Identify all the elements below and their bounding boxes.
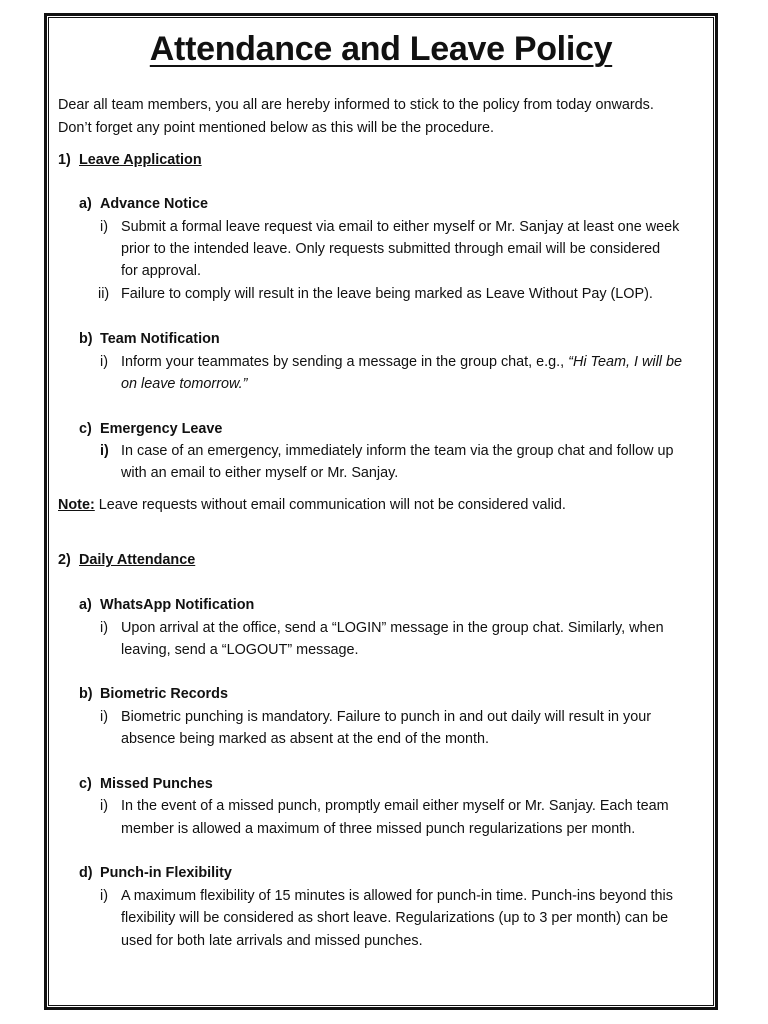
section-2c-i-line-1: In the event of a missed punch, promptly email either myself or Mr. Sanjay. Each team — [121, 798, 669, 814]
section-2d-i-line-1: A maximum flexibility of 15 minutes is allowed for punch-in time. Punch-ins beyond this — [121, 888, 673, 904]
section-2c-i-line-2: member is allowed a maximum of three missed punch regularizations per month. — [121, 821, 636, 837]
section-1b-i-line-1 — [121, 352, 682, 372]
note-text: Leave requests without email communication will not be considered valid. — [94, 497, 566, 513]
section-2d-i-line-3: used for both late arrivals and missed punches. — [121, 933, 423, 949]
section-2b-i-marker: i) — [100, 709, 108, 725]
section-2a-i-line-2: leaving, send a “LOGOUT” message. — [121, 642, 359, 658]
note-line — [58, 495, 566, 515]
section-1b-i-text: Inform your teammates by sending a message in the group chat, e.g., — [121, 354, 569, 370]
section-2a-marker: a) — [79, 597, 92, 613]
intro-line-2: Don’t forget any point mentioned below as this will be the procedure. — [58, 120, 494, 136]
section-1c-marker: c) — [79, 421, 92, 437]
section-2d-i-line-2: flexibility will be considered as short leave. Regularizations (up to 3 per month) can be — [121, 910, 669, 926]
section-1-heading: Leave Application — [79, 152, 202, 168]
section-1a-marker: a) — [79, 196, 92, 212]
section-2d-heading: Punch-in Flexibility — [100, 865, 232, 881]
section-1b-i-quote-start: “Hi Team, I will be — [568, 354, 682, 370]
section-2-heading: Daily Attendance — [79, 552, 196, 568]
section-1a-ii-marker: ii) — [98, 286, 110, 302]
section-2d-marker: d) — [79, 865, 93, 881]
document-title: Attendance and Leave Policy — [149, 30, 613, 68]
section-2c-i-marker: i) — [100, 798, 108, 814]
section-2a-i-marker: i) — [100, 620, 108, 636]
intro-line-1: Dear all team members, you all are hereby informed to stick to the policy from today onwards. — [58, 97, 654, 113]
section-1c-heading: Emergency Leave — [100, 421, 223, 437]
section-2-number: 2) — [58, 552, 71, 568]
section-2c-marker: c) — [79, 776, 92, 792]
section-1b-i-marker: i) — [100, 354, 108, 370]
section-1c-i-marker: i) — [100, 443, 109, 459]
section-2a-i-line-1: Upon arrival at the office, send a “LOGIN” message in the group chat. Similarly, when — [121, 620, 664, 636]
section-1a-i-line-3: for approval. — [121, 263, 201, 279]
note-label: Note: — [58, 497, 95, 513]
section-1-number: 1) — [58, 152, 71, 168]
section-1a-i-marker: i) — [100, 219, 108, 235]
section-1c-i-line-1: In case of an emergency, immediately inform the team via the group chat and follow up — [121, 443, 674, 459]
section-2b-i-line-2: absence being marked as absent at the end of the month. — [121, 731, 490, 747]
section-1c-i-line-2: with an email to either myself or Mr. Sanjay. — [121, 465, 399, 481]
section-2b-marker: b) — [79, 686, 93, 702]
section-2d-i-marker: i) — [100, 888, 108, 904]
section-1b-i-line-2: on leave tomorrow.” — [121, 376, 248, 392]
section-1b-marker: b) — [79, 331, 93, 347]
section-1a-i-line-1: Submit a formal leave request via email to either myself or Mr. Sanjay at least one week — [121, 219, 680, 235]
section-2c-heading: Missed Punches — [100, 776, 213, 792]
section-2b-i-line-1: Biometric punching is mandatory. Failure to punch in and out daily will result in your — [121, 709, 652, 725]
section-1a-ii-line-1: Failure to comply will result in the leave being marked as Leave Without Pay (LOP). — [121, 286, 653, 302]
section-1a-heading: Advance Notice — [100, 196, 208, 212]
section-1b-heading: Team Notification — [100, 331, 220, 347]
section-2b-heading: Biometric Records — [100, 686, 228, 702]
section-2a-heading: WhatsApp Notification — [100, 597, 255, 613]
section-1a-i-line-2: prior to the intended leave. Only requests submitted through email will be considered — [121, 241, 661, 257]
